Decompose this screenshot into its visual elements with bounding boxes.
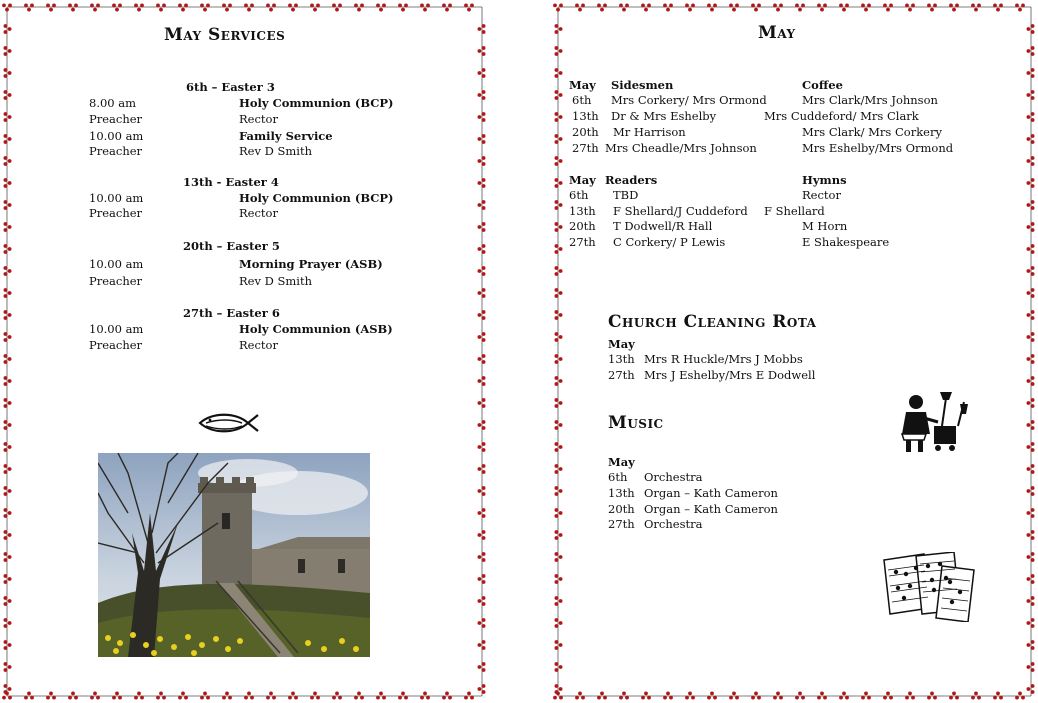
service-name: Holy Communion (BCP) — [239, 191, 394, 205]
cleaning-month: May — [608, 337, 635, 351]
table-cell-date: 27th — [569, 235, 596, 249]
table-cell-sidesmen: Mrs Cheadle/Mrs Johnson — [605, 141, 757, 155]
page-gutter — [489, 0, 551, 703]
table-header-hymns: Hymns — [802, 173, 847, 187]
table-cell-date: 13th — [572, 109, 599, 123]
table-cell-hymns: M Horn — [802, 219, 848, 233]
preacher-label: Preacher — [89, 112, 143, 126]
preacher-name: Rector — [239, 206, 278, 220]
table-header-sidesmen: Sidesmen — [611, 78, 674, 92]
service-heading: 20th – Easter 5 — [183, 239, 280, 253]
table-header-readers: Readers — [605, 173, 658, 187]
table-cell-coffee: Mrs Cuddeford/ Mrs Clark — [764, 109, 919, 123]
music-entry: Organ – Kath Cameron — [644, 486, 778, 500]
service-name: Morning Prayer (ASB) — [239, 257, 383, 271]
left-page — [0, 0, 489, 703]
table-header-month: May — [569, 173, 596, 187]
table-cell-coffee: Mrs Clark/Mrs Johnson — [802, 93, 938, 107]
service-name: Holy Communion (ASB) — [239, 322, 393, 336]
cleaning-names: Mrs R Huckle/Mrs J Mobbs — [644, 352, 803, 366]
sheet-music-icon — [882, 552, 980, 622]
preacher-name: Rev D Smith — [239, 274, 312, 288]
table-header-month: May — [569, 78, 596, 92]
service-time: 10.00 am — [89, 257, 144, 271]
service-heading: 13th - Easter 4 — [183, 175, 279, 189]
table-cell-reader: TBD — [613, 188, 639, 202]
preacher-label: Preacher — [89, 206, 143, 220]
left-page-title: May Services — [164, 25, 286, 45]
music-entry: Organ – Kath Cameron — [644, 502, 778, 516]
right-page-title: May — [758, 23, 796, 43]
table-header-coffee: Coffee — [802, 78, 843, 92]
church-photo — [98, 453, 370, 657]
table-cell-sidesmen: Dr & Mrs Eshelby — [611, 109, 717, 123]
music-date: 13th — [608, 486, 635, 500]
music-date: 20th — [608, 502, 635, 516]
table-cell-date: 27th — [572, 141, 599, 155]
service-name: Family Service — [239, 129, 333, 143]
table-cell-coffee: Mrs Clark/ Mrs Corkery — [802, 125, 942, 139]
service-time: 10.00 am — [89, 322, 144, 336]
preacher-name: Rev D Smith — [239, 144, 312, 158]
cleaning-date: 27th — [608, 368, 635, 382]
cleaner-icon — [896, 392, 974, 454]
music-title: Music — [608, 413, 664, 433]
music-month: May — [608, 455, 635, 469]
cleaning-names: Mrs J Eshelby/Mrs E Dodwell — [644, 368, 816, 382]
table-cell-hymns: E Shakespeare — [802, 235, 890, 249]
cleaning-date: 13th — [608, 352, 635, 366]
table-cell-reader: C Corkery/ P Lewis — [613, 235, 726, 249]
table-cell-date: 20th — [569, 219, 596, 233]
preacher-name: Rector — [239, 112, 278, 126]
table-cell-reader: F Shellard/J Cuddeford — [613, 204, 748, 218]
table-cell-sidesmen: Mrs Corkery/ Mrs Ormond — [611, 93, 767, 107]
table-cell-date: 13th — [569, 204, 596, 218]
service-heading: 6th – Easter 3 — [186, 80, 275, 94]
table-cell-reader: T Dodwell/R Hall — [613, 219, 713, 233]
preacher-label: Preacher — [89, 144, 143, 158]
preacher-name: Rector — [239, 338, 278, 352]
right-page — [551, 0, 1038, 703]
service-name: Holy Communion (BCP) — [239, 96, 394, 110]
music-entry: Orchestra — [644, 470, 703, 484]
service-time: 10.00 am — [89, 129, 144, 143]
service-heading: 27th – Easter 6 — [183, 306, 280, 320]
music-entry: Orchestra — [644, 517, 703, 531]
table-cell-hymns: Rector — [802, 188, 841, 202]
table-cell-hymns: F Shellard — [764, 204, 825, 218]
music-date: 27th — [608, 517, 635, 531]
table-cell-coffee: Mrs Eshelby/Mrs Ormond — [802, 141, 954, 155]
service-time: 10.00 am — [89, 191, 144, 205]
service-time: 8.00 am — [89, 96, 137, 110]
table-cell-date: 6th — [572, 93, 592, 107]
preacher-label: Preacher — [89, 274, 143, 288]
table-cell-date: 20th — [572, 125, 599, 139]
music-date: 6th — [608, 470, 628, 484]
table-cell-date: 6th — [569, 188, 589, 202]
ichthys-fish-icon — [196, 410, 260, 436]
table-cell-sidesmen: Mr Harrison — [613, 125, 686, 139]
cleaning-rota-title: Church Cleaning Rota — [608, 312, 817, 332]
preacher-label: Preacher — [89, 338, 143, 352]
